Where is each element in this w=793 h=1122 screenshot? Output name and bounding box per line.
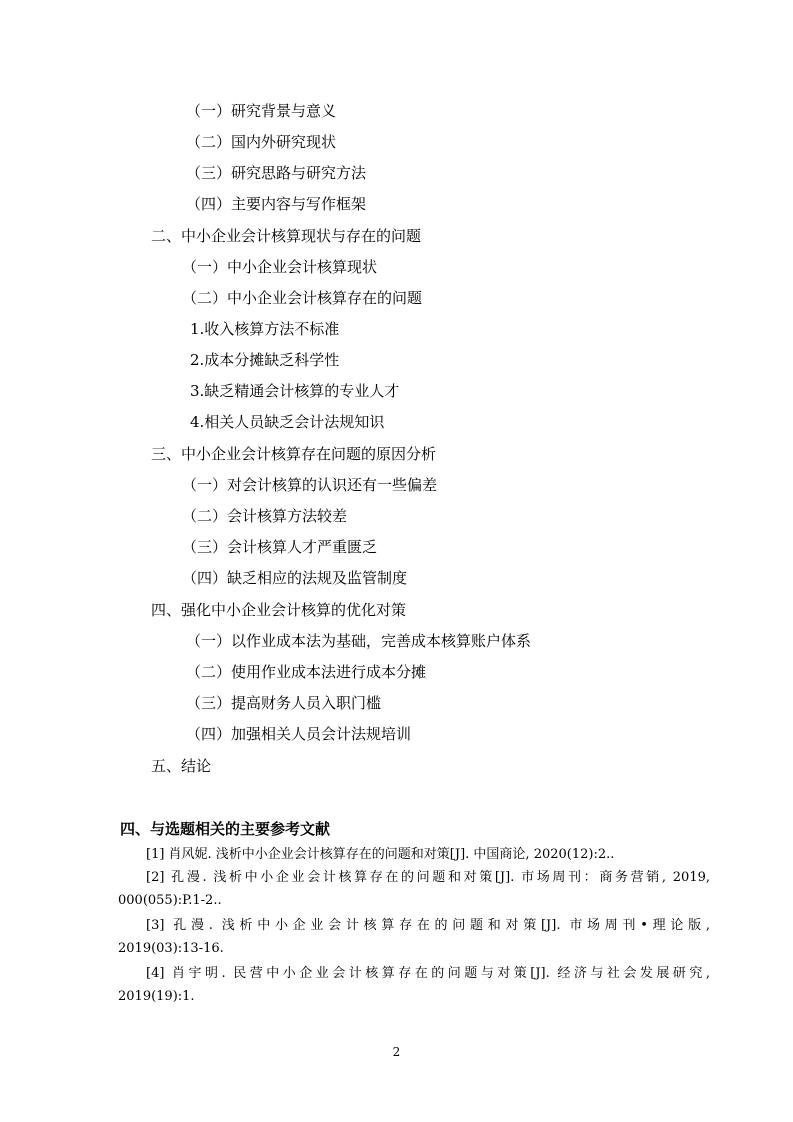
outline-line: （二）中小企业会计核算存在的问题 [182, 289, 423, 307]
outline-line: （一）中小企业会计核算现状 [182, 258, 378, 276]
reference-line: [1] 肖风妮. 浅析中小企业会计核算存在的问题和对策[J]. 中国商论, 2020(12):2.. [146, 847, 615, 862]
reference-line: [3] 孔漫. 浅析中小企业会计核算存在的问题和对策[J]. 市场周刊•理论版, [146, 918, 710, 933]
outline-line: （三）提高财务人员入职门槛 [186, 694, 382, 712]
reference-line-continued: 2019(19):1. [118, 989, 195, 1004]
reference-line-continued: 000(055):P.1-2.. [118, 893, 222, 908]
outline-line: （四）主要内容与写作框架 [186, 195, 367, 213]
outline-line: （四）缺乏相应的法规及监管制度 [182, 569, 408, 587]
outline-line: （三）会计核算人才严重匮乏 [182, 538, 378, 556]
reference-entry [118, 962, 710, 1008]
outline-line: （二）国内外研究现状 [186, 133, 337, 151]
reference-line: [2] 孔漫. 浅析中小企业会计核算存在的问题和对策[J]. 市场周刊：商务营销, 2019, [146, 870, 710, 885]
reference-entry [118, 914, 710, 960]
outline-line: （一）研究背景与意义 [186, 102, 337, 120]
references-heading: 四、与选题相关的主要参考文献 [120, 820, 331, 838]
outline-line: 3.缺乏精通会计核算的专业人才 [190, 382, 400, 400]
outline-line: （二）使用作业成本法进行成本分摊 [186, 663, 427, 681]
outline-line: （一）对会计核算的认识还有一些偏差 [182, 476, 438, 494]
reference-line-continued: 2019(03):13-16. [118, 941, 224, 956]
reference-line: [4] 肖宇明. 民营中小企业会计核算存在的问题与对策[J]. 经济与社会发展研究, [146, 966, 710, 981]
outline-line: （四）加强相关人员会计法规培训 [186, 725, 412, 743]
outline-chapter-heading: 五、结论 [151, 757, 212, 775]
outline-line: （三）研究思路与研究方法 [186, 164, 367, 182]
outline-line: 1.收入核算方法不标准 [190, 320, 340, 338]
page-number: 2 [392, 1045, 401, 1059]
outline-line: （一）以作业成本法为基础，完善成本核算账户体系 [186, 632, 532, 650]
outline-line: 2.成本分摊缺乏科学性 [190, 351, 340, 369]
outline-chapter-heading: 三、中小企业会计核算存在问题的原因分析 [151, 445, 437, 463]
outline-line: （二）会计核算方法较差 [182, 507, 348, 525]
reference-entry [118, 866, 710, 912]
outline-chapter-heading: 二、中小企业会计核算现状与存在的问题 [151, 227, 422, 245]
outline-chapter-heading: 四、强化中小企业会计核算的优化对策 [151, 601, 407, 619]
reference-entry [118, 843, 710, 866]
outline-line: 4.相关人员缺乏会计法规知识 [190, 413, 385, 431]
